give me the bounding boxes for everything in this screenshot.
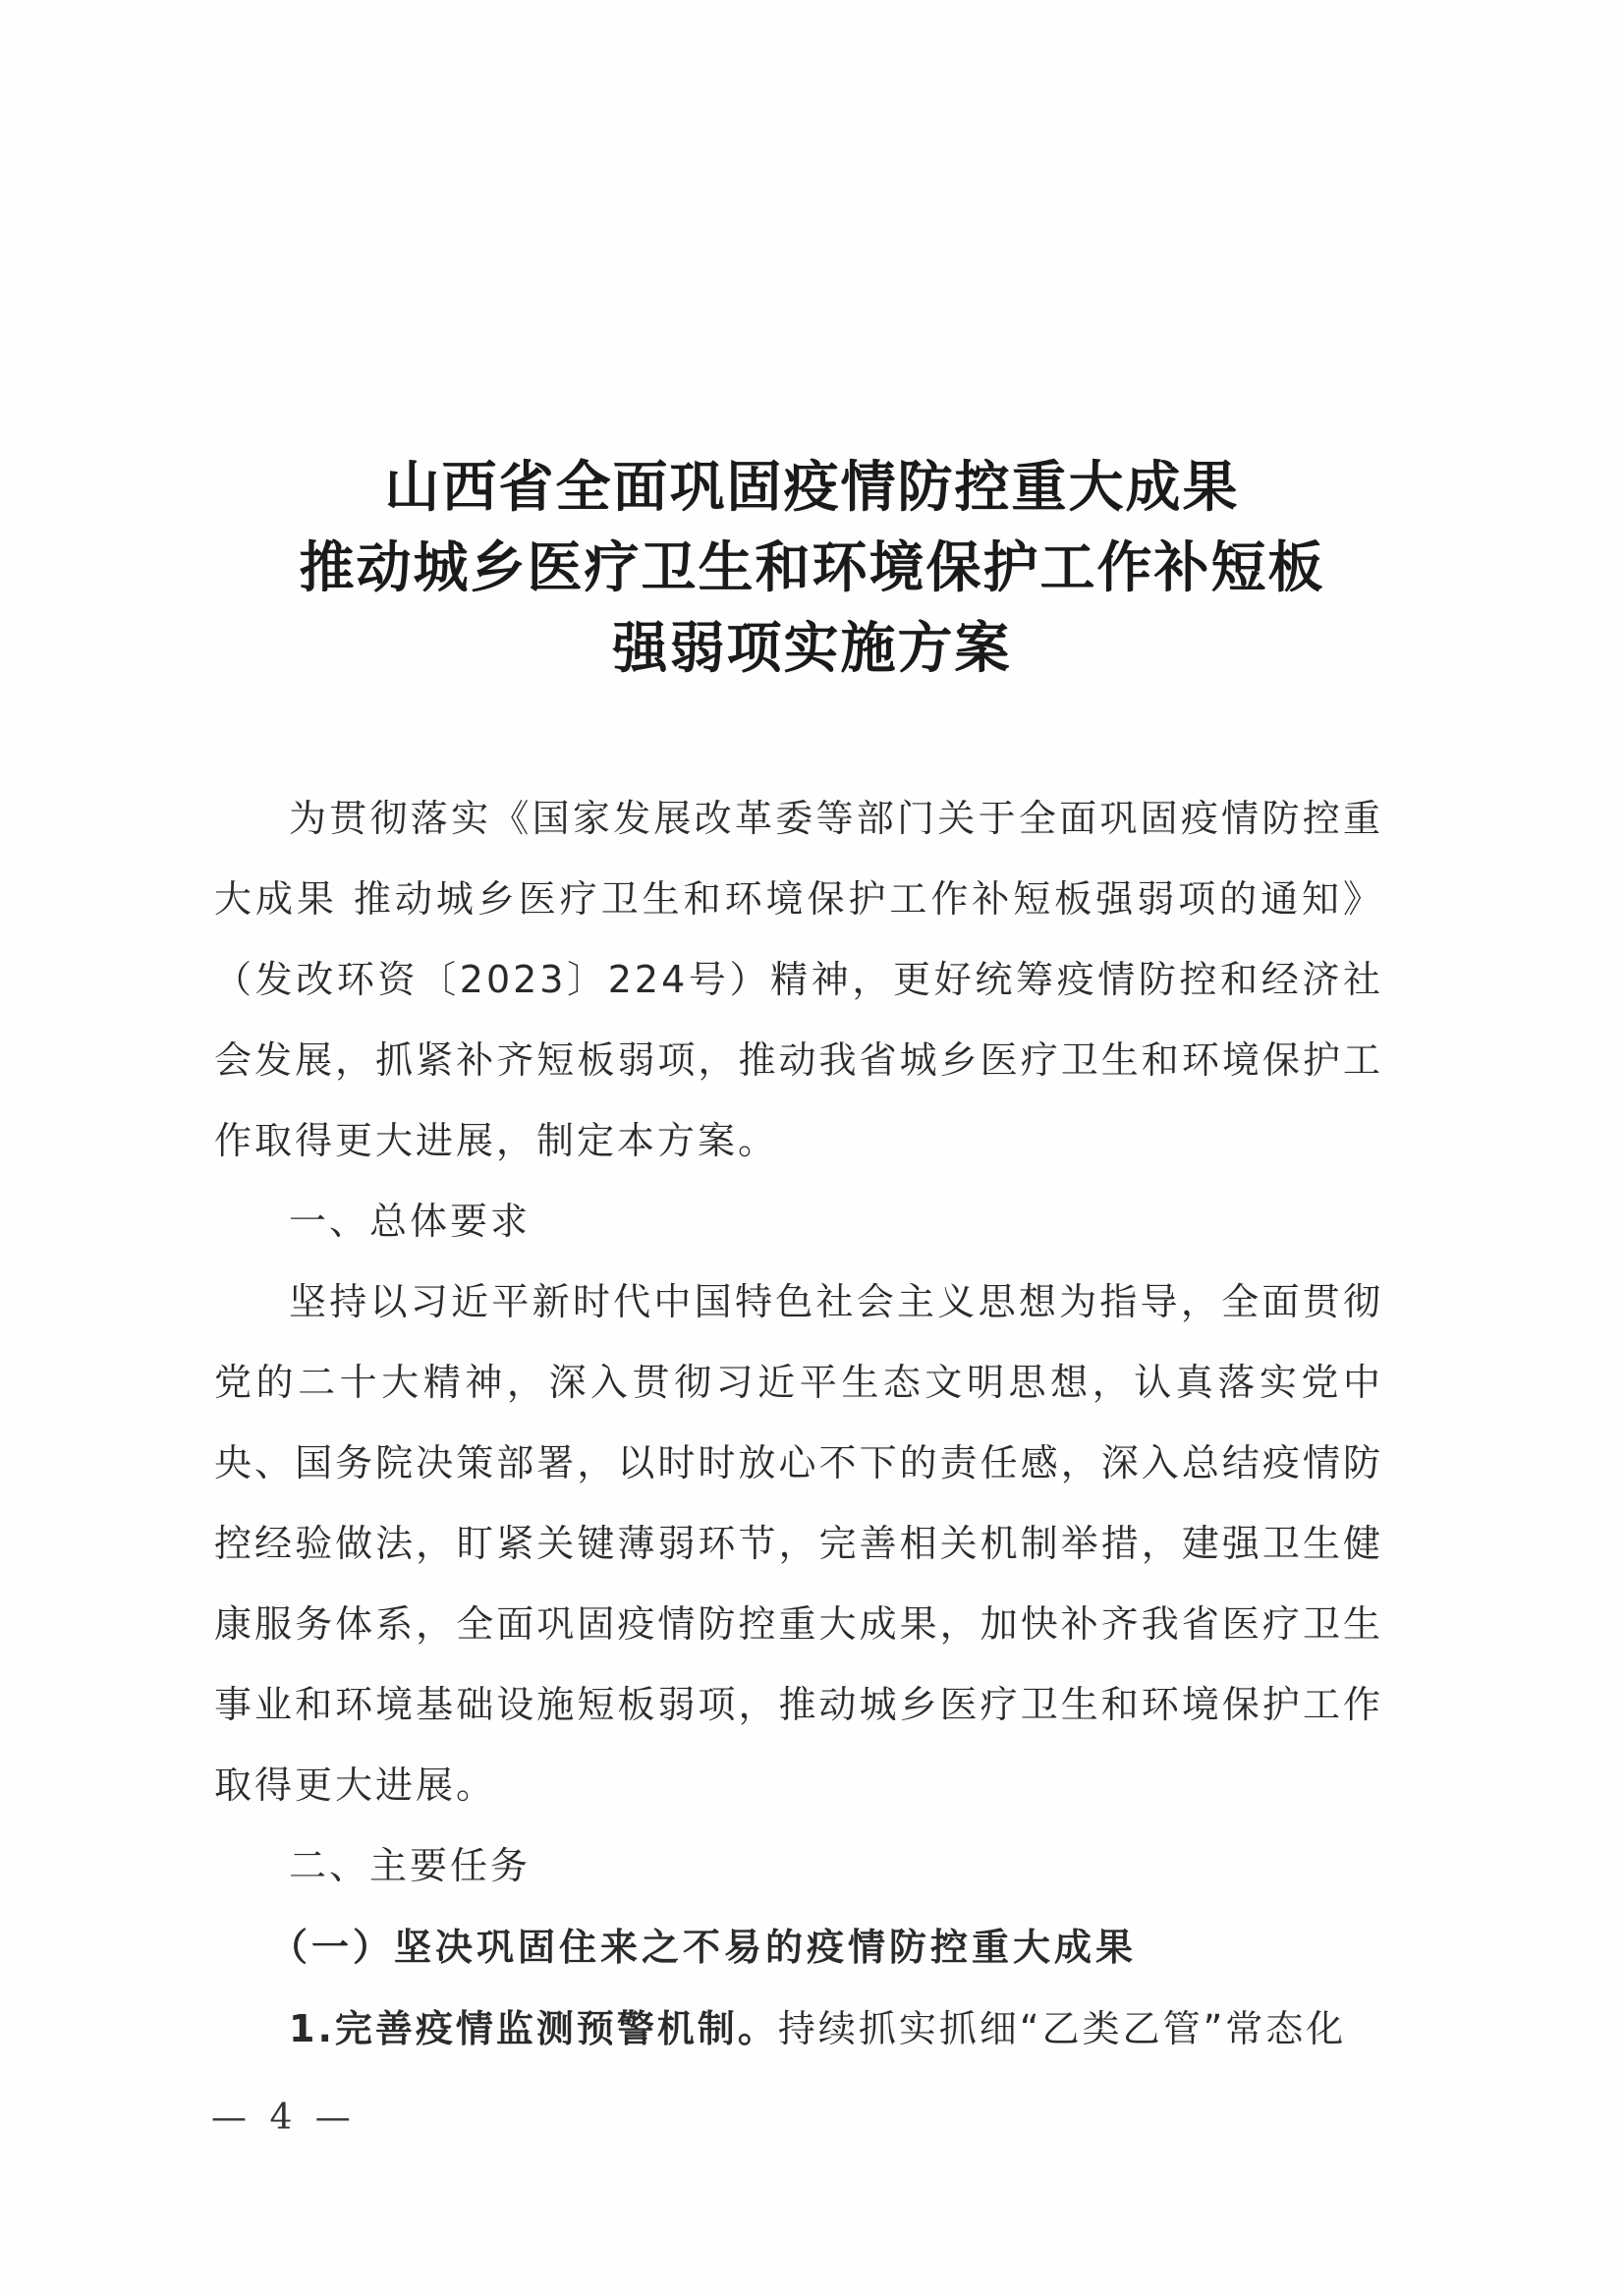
page-number: — 4 — bbox=[211, 2098, 357, 2138]
item-1-lead: 1.完善疫情监测预警机制。 bbox=[289, 2007, 778, 2050]
section-heading-2: 二、主要任务 bbox=[289, 1844, 532, 1887]
item-1 bbox=[214, 1988, 1383, 2069]
subsection-heading-1: （一）坚决巩固住来之不易的疫情防控重大成果 bbox=[270, 1926, 1138, 1969]
title-line-3: 强弱项实施方案 bbox=[612, 616, 1012, 681]
section-heading-1: 一、总体要求 bbox=[289, 1200, 532, 1243]
title-line-1: 山西省全面巩固疫情防控重大成果 bbox=[384, 455, 1240, 520]
title-line-2: 推动城乡医疗卫生和环境保护工作补短板 bbox=[299, 535, 1325, 600]
document-body bbox=[214, 778, 1383, 2069]
item-1-text: 持续抓实抓细“乙类乙管”常态化 bbox=[777, 2007, 1347, 2050]
intro-paragraph: 为贯彻落实《国家发展改革委等部门关于全面巩固疫情防控重大成果 推动城乡医疗卫生和环境保护工作补短板强弱项的通知》（发改环资〔2023〕224号）精神，更好统筹疫情防控和经济社会发展，抓紧补齐短板弱项，推动我省城乡医疗卫生和环境保护工作取得更大进展，制定本方案。 bbox=[214, 797, 1383, 1162]
document-title bbox=[0, 447, 1624, 689]
section-paragraph-1: 坚持以习近平新时代中国特色社会主义思想为指导，全面贯彻党的二十大精神，深入贯彻习近平生态文明思想，认真落实党中央、国务院决策部署，以时时放心不下的责任感，深入总结疫情防控经验做法，盯紧关键薄弱环节，完善相关机制举措，建强卫生健康服务体系，全面巩固疫情防控重大成果，加快补齐我省医疗卫生事业和环境基础设施短板弱项，推动城乡医疗卫生和环境保护工作取得更大进展。 bbox=[214, 1280, 1383, 1807]
